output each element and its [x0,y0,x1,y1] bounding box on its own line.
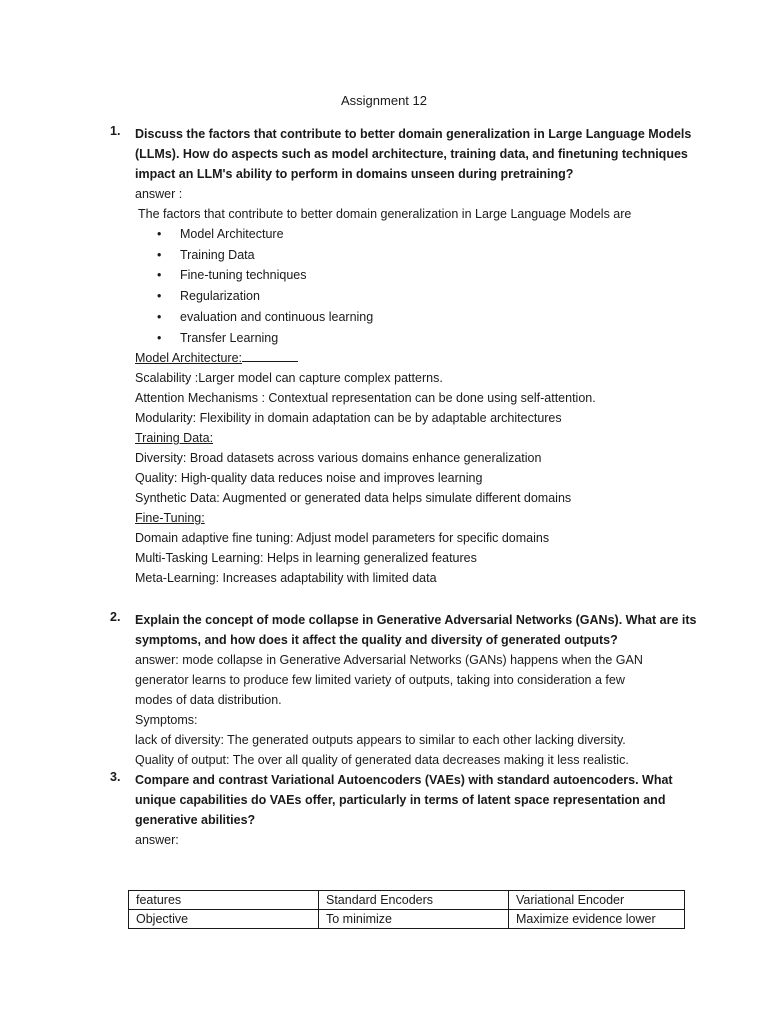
table-cell: Maximize evidence lower [509,910,685,929]
section-fine-tuning [135,508,690,588]
section-line: Quality: High-quality data reduces noise and improves learning [135,471,483,486]
question-2 [110,610,697,770]
bullet-icon: • [157,227,162,241]
section-training-data [135,428,690,508]
comparison-table [128,890,685,929]
list-item: • Training Data [157,245,690,266]
section-heading: Model Architecture: [135,351,242,366]
question-number: 1. [110,124,121,138]
answer-text: answer: mode collapse in Generative Adversarial Networks (GANs) happens when the GAN generator learns to produce few limited variety of outputs, taking into consideration a few modes of data distribution. Symptoms: lack of diversity: The generated outputs appears to similar to each other lacking diversity. Quality of output: The over all quality of generated data decreases making it less realistic. [135,653,643,767]
section-model-architecture [135,348,690,428]
question-3 [110,770,690,850]
factor-list [135,224,690,348]
table-cell: To minimize [319,910,509,929]
list-item: • Transfer Learning [157,328,690,349]
bullet-icon: • [157,247,162,262]
section-line: Multi-Tasking Learning: Helps in learning generalized features [135,551,477,566]
section-line: Meta-Learning: Increases adaptability with limited data [135,571,437,586]
bullet-icon: • [157,268,162,283]
section-heading: Training Data: [135,431,214,446]
list-item: • evaluation and continuous learning [157,307,690,328]
section-line: Scalability :Larger model can capture complex patterns. [135,371,443,386]
question-number: 3. [110,770,121,784]
answer-label: answer : [135,187,183,201]
table-cell: Variational Encoder [509,891,685,910]
answer-label: answer: [135,833,179,847]
table-cell: features [129,891,319,910]
section-line: Domain adaptive fine tuning: Adjust model parameters for specific domains [135,531,550,546]
list-item: • Model Architecture [157,224,690,245]
table-cell: Standard Encoders [319,891,509,910]
section-line: Synthetic Data: Augmented or generated data helps simulate different domains [135,491,572,506]
question-text: Explain the concept of mode collapse in Generative Adversarial Networks (GANs). What are its symptoms, and how does it affect the quality and diversity of generated outputs? [135,613,697,647]
document-title: Assignment 12 [341,93,427,108]
table-row [129,910,685,929]
list-item: • Regularization [157,286,690,307]
table-cell: Objective [129,910,319,929]
section-line: Modularity: Flexibility in domain adaptation can be by adaptable architectures [135,411,562,426]
bullet-icon: • [157,330,162,345]
question-number: 2. [110,610,121,624]
list-item: • Fine-tuning techniques [157,265,690,286]
question-text: Discuss the factors that contribute to better domain generalization in Large Language Models (LLMs). How do aspects such as model architecture, training data, and finetuning techniques impact an LLM's ability to perform in domains unseen during pretraining? [135,127,692,181]
table-row [129,891,685,910]
question-text: Compare and contrast Variational Autoencoders (VAEs) with standard autoencoders. What unique capabilities do VAEs offer, particularly in terms of latent space representation and generative abilities? [135,773,673,827]
question-1 [110,124,690,588]
answer-intro: The factors that contribute to better domain generalization in Large Language Models are [138,207,632,221]
section-line: Attention Mechanisms : Contextual representation can be done using self-attention. [135,391,596,406]
section-heading: Fine-Tuning: [135,511,205,526]
bullet-icon: • [157,289,162,304]
bullet-icon: • [157,309,162,324]
section-line: Diversity: Broad datasets across various domains enhance generalization [135,451,542,466]
